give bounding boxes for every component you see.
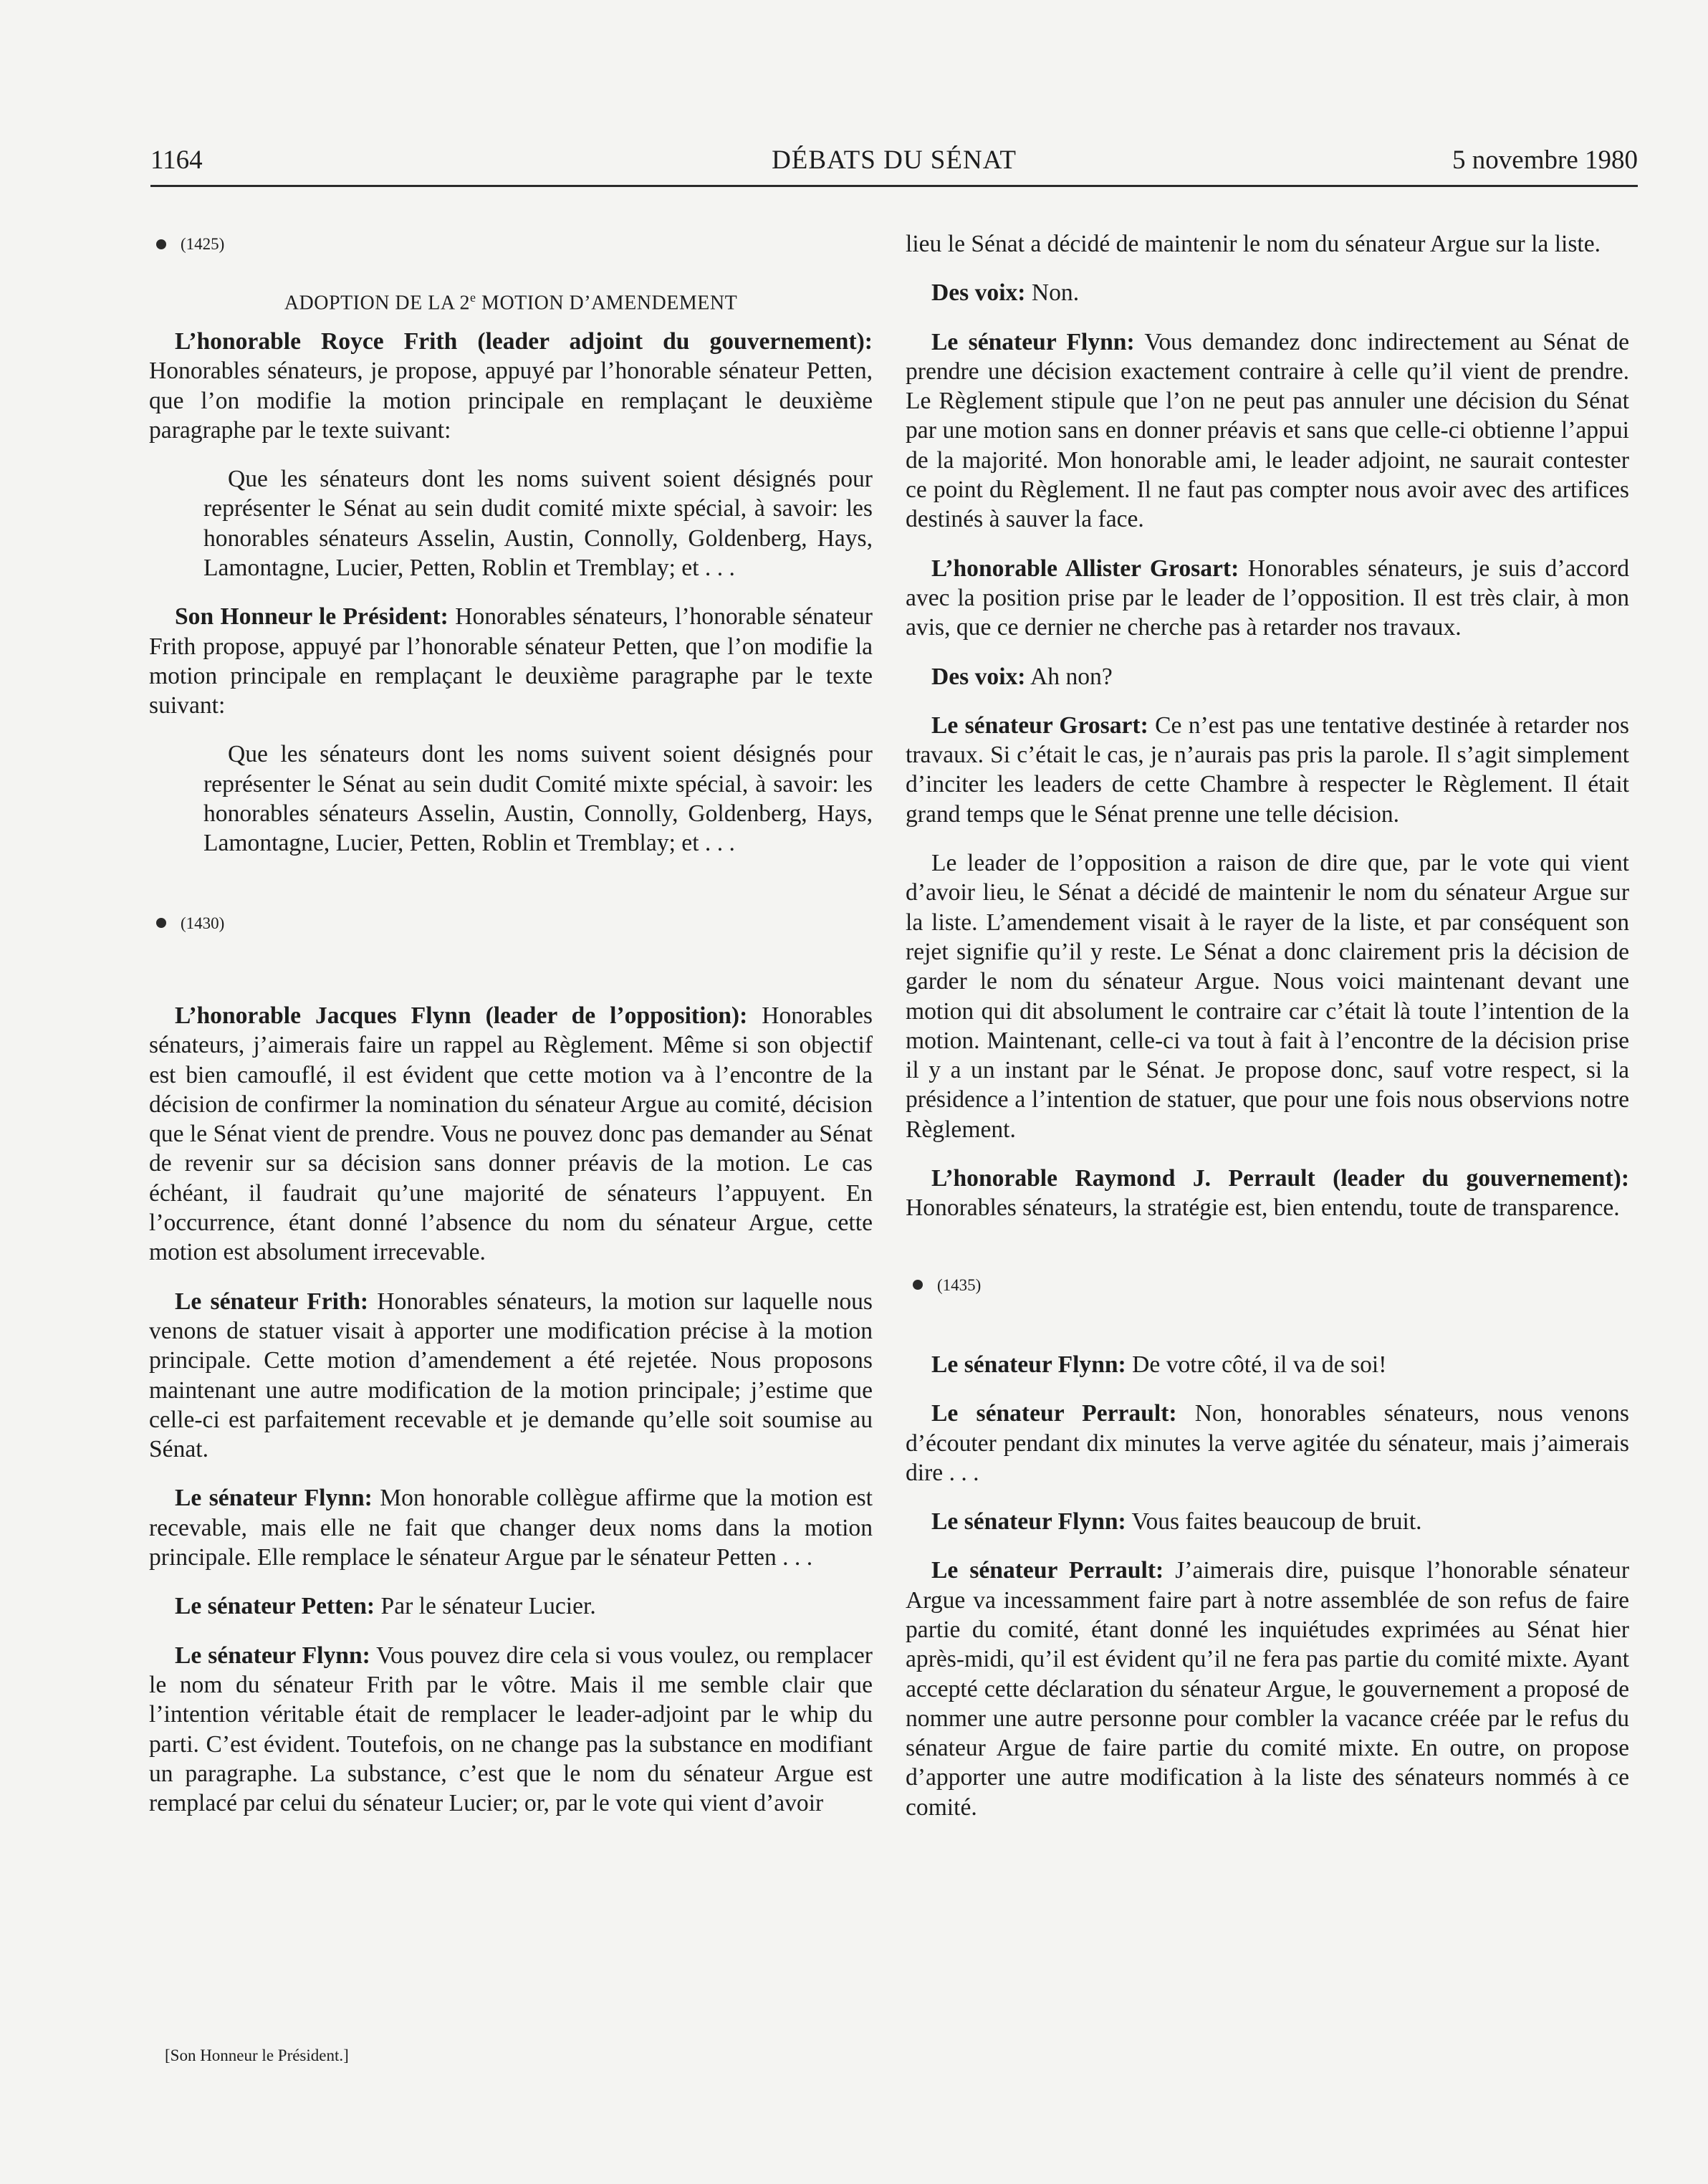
speaker-name: Des voix: (931, 279, 1026, 307)
speech-paragraph: Le sénateur Frith: Honorables sénateurs, la motion sur laquelle nous venons de statuer visait à apporter une modification précise à la motion principale. Cette motion d’amendement a été rejetée. Nous proposons maintenant une autre modification de la motion principale; j’estime que celle-ci est parfaitement recevable et je demande qu’elle soit soumise au Sénat. (149, 1288, 873, 1463)
speech-paragraph: Des voix: Ah non? (931, 663, 1113, 690)
speech-paragraph: Le leader de l’opposition a raison de dire que, par le vote qui vient d’avoir lieu, le Sénat a décidé de maintenir le nom du sénateur Argue sur la liste. L’amendement visait à le rayer de la liste, et par conséquent son rejet signifie qu’il y reste. Le Sénat a donc clairement pris la décision de garder le nom du sénateur Argue. Nous voici maintenant devant une motion qui dit absolument le contraire car c’était là toute l’intention de la motion. Maintenant, celle-ci va tout à fait à l’encontre de la décision prise il y a un instant par le Sénat. Je propose donc, sauf votre respect, si la présidence a l’intention de statuer, que pour une fois nous observions notre Règlement. (906, 850, 1629, 1143)
speaker-name: Le sénateur Flynn: (931, 1351, 1126, 1378)
footnote: [Son Honneur le Président.] (165, 2046, 349, 2064)
time-marker (906, 1270, 1629, 1300)
speech-paragraph: L’honorable Royce Frith (leader adjoint du gouvernement): Honorables sénateurs, je propose, appuyé par l’honorable sénateur Petten, que l’on modifie la motion principale en remplaçant le deuxième paragraphe par le texte suivant: (149, 327, 873, 444)
speech-paragraph: Le sénateur Perrault: Non, honorables sénateurs, nous venons d’écouter pendant dix minutes la verve agitée du sénateur, mais j’aimerais dire . . . (906, 1400, 1629, 1486)
speaker-name: Le sénateur Flynn: (931, 1508, 1126, 1536)
section-title: ADOPTION DE LA 2e MOTION D’AMENDEMENT (284, 290, 738, 315)
bullet-icon (156, 918, 166, 928)
speech-paragraph: Le sénateur Flynn: Vous faites beaucoup de bruit. (931, 1508, 1422, 1536)
speech-paragraph: Le sénateur Grosart: Ce n’est pas une tentative destinée à retarder nos travaux. Si c’était le cas, je n’aurais pas pris la parole. Il s’agit simplement d’inciter les leaders de cette Chambre à respecter le Règlement. Il était grand temps que le Sénat prenne une telle décision. (906, 712, 1629, 828)
speech-paragraph: Son Honneur le Président: Honorables sénateurs, l’honorable sénateur Frith propose, appuyé par l’honorable sénateur Petten, que l’on modifie la motion principale en remplaçant le deuxième paragraphe par le texte suivant: (149, 603, 873, 719)
speaker-name: Le sénateur Petten: (175, 1593, 375, 1620)
publication-title: DÉBATS DU SÉNAT (772, 145, 1017, 175)
speaker-name: Le sénateur Perrault: (931, 1557, 1164, 1584)
time-marker-text: (1430) (181, 914, 225, 932)
speech-paragraph: Le sénateur Flynn: De votre côté, il va de soi! (931, 1351, 1387, 1378)
page-number: 1164 (150, 145, 203, 175)
speech-paragraph: Le sénateur Petten: Par le sénateur Lucier. (175, 1593, 596, 1620)
speaker-name: Le sénateur Flynn: (175, 1485, 373, 1512)
speech-paragraph: L’honorable Jacques Flynn (leader de l’opposition): Honorables sénateurs, j’aimerais faire un rappel au Règlement. Même si son objectif est bien camouflé, il est évident que cette motion va à l’encontre de la décision de confirmer la nomination du sénateur Argue au comité, décision que le Sénat vient de prendre. Vous ne pouvez donc pas demander au Sénat de revenir sur sa décision sans donner préavis de la motion. Le cas échéant, il faudrait qu’une majorité de sénateurs l’appuyent. En l’occurrence, étant donné l’absence du nom du sénateur Argue, cette motion est absolument irrecevable. (149, 1002, 873, 1266)
time-marker-text: (1435) (937, 1275, 982, 1294)
quoted-motion: Que les sénateurs dont les noms suivent soient désignés pour représenter le Sénat au sein dudit comité mixte spécial, à savoir: les honorables sénateurs Asselin, Austin, Connolly, Goldenberg, Hays, Lamontagne, Lucier, Petten, Roblin et Tremblay; et . . . (203, 466, 873, 581)
bullet-icon (913, 1280, 923, 1290)
speaker-name: Des voix: (931, 663, 1026, 690)
speech-paragraph: Le sénateur Perrault: J’aimerais dire, puisque l’honorable sénateur Argue va incessamment faire part à notre assemblée de son refus de faire partie du comité, étant donné les inquiétudes exprimées au Sénat hier après-midi, qu’il est évident qu’il ne fera pas partie du comité mixte. Ayant accepté cette déclaration du sénateur Argue, le gouvernement a proposé de nommer une autre personne pour combler la vacance créée par le refus du sénateur Argue de faire partie du comité mixte. En outre, on propose d’apporter une autre modification à la liste des sénateurs nommés à ce comité. (906, 1557, 1629, 1821)
speaker-name: L’honorable Raymond J. Perrault (leader du gouvernement): (931, 1165, 1629, 1192)
speech-paragraph: Le sénateur Flynn: Vous demandez donc indirectement au Sénat de prendre une décision exactement contraire à celle qu’il vient de prendre. Le Règlement stipule que l’on ne peut pas annuler une décision du Sénat par une motion sans en donner préavis et sans que celle-ci obtienne l’appui de la majorité. Mon honorable ami, le leader adjoint, ne saurait contester ce point du Règlement. Il ne faut pas compter nous avoir avec des artifices destinés à sauver la face. (906, 328, 1629, 533)
speaker-name: Le sénateur Perrault: (931, 1400, 1177, 1427)
speaker-name: L’honorable Royce Frith (leader adjoint du gouvernement): (175, 327, 873, 355)
time-marker (149, 909, 873, 938)
bullet-icon (156, 239, 166, 249)
speaker-name: Le sénateur Flynn: (175, 1642, 370, 1669)
speech-paragraph: L’honorable Raymond J. Perrault (leader du gouvernement): Honorables sénateurs, la stratégie est, bien entendu, toute de transparence. (906, 1165, 1629, 1222)
quoted-motion: Que les sénateurs dont les noms suivent soient désignés pour représenter le Sénat au sein dudit Comité mixte spécial, à savoir: les honorables sénateurs Asselin, Austin, Connolly, Goldenberg, Hays, Lamontagne, Lucier, Petten, Roblin et Tremblay; et . . . (203, 741, 873, 857)
speaker-name: Le sénateur Flynn: (931, 328, 1135, 355)
page-header (150, 142, 1638, 187)
left-column (149, 229, 873, 1837)
speech-paragraph: Des voix: Non. (931, 279, 1080, 307)
speaker-name: L’honorable Allister Grosart: (931, 555, 1239, 582)
speech-paragraph: L’honorable Allister Grosart: Honorables sénateurs, je suis d’accord avec la position prise par le leader de l’opposition. Il est très clair, à mon avis, que ce dernier ne cherche pas à retarder nos travaux. (906, 555, 1629, 641)
speech-paragraph: Le sénateur Flynn: Mon honorable collègue affirme que la motion est recevable, mais elle ne fait que changer deux noms dans la motion principale. Elle remplace le sénateur Argue par le sénateur Petten . . . (149, 1485, 873, 1571)
publication-date: 5 novembre 1980 (1452, 145, 1638, 175)
speaker-name: Son Honneur le Président: (175, 603, 448, 631)
speech-paragraph: Le sénateur Flynn: Vous pouvez dire cela si vous voulez, ou remplacer le nom du sénateur Frith par le vôtre. Mais il me semble clair que l’intention véritable était de remplacer le leader-adjoint par le whip du parti. C’est évident. Toutefois, on ne change pas la substance en modifiant un paragraphe. La substance, c’est que le nom du sénateur Argue est remplacé par celui du sénateur Lucier; or, par le vote qui vient d’avoir (149, 1642, 873, 1817)
time-marker (149, 229, 873, 259)
speaker-name: L’honorable Jacques Flynn (leader de l’opposition): (175, 1002, 748, 1029)
time-marker-text: (1425) (181, 235, 225, 253)
right-column (906, 229, 1629, 1841)
speaker-name: Le sénateur Frith: (175, 1288, 369, 1315)
speaker-name: Le sénateur Grosart: (931, 712, 1148, 739)
speech-paragraph: lieu le Sénat a décidé de maintenir le nom du sénateur Argue sur la liste. (906, 231, 1601, 257)
